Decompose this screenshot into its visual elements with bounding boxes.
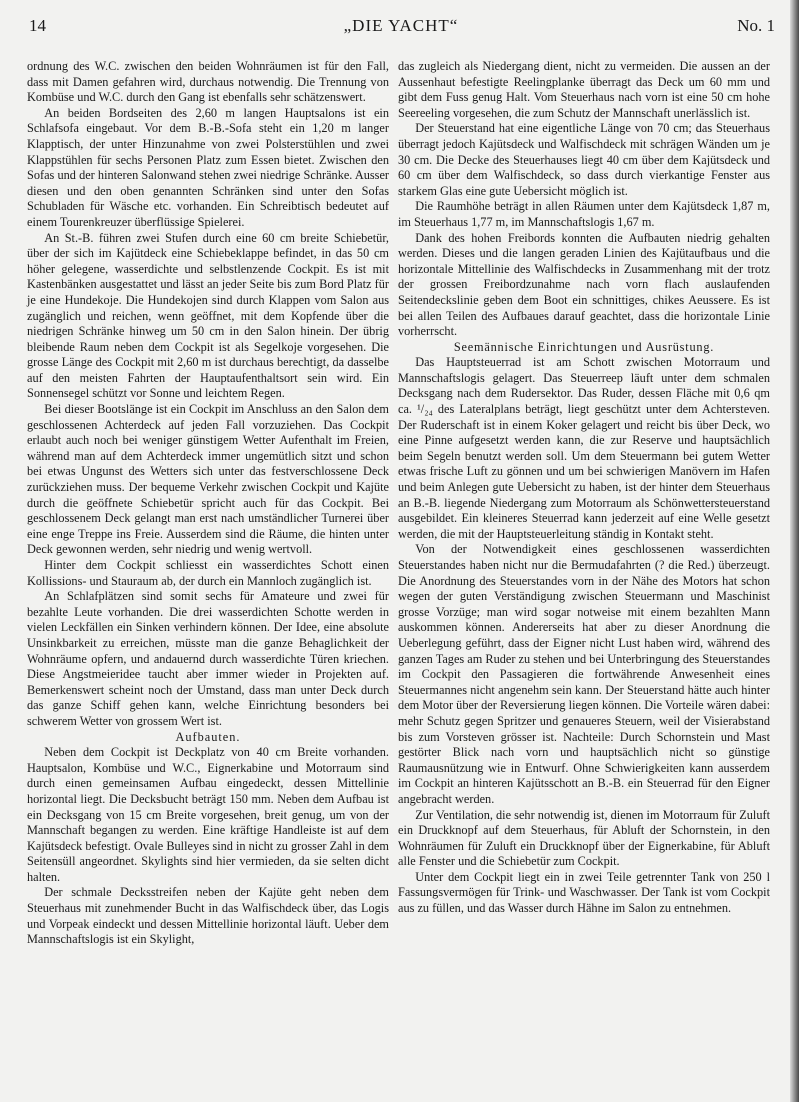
paragraph: Dank des hohen Freibords konnten die Aufbauten niedrig gehalten werden. Dieses und die langen geraden Linien des Kajütaufbaus und die horizontale Mittellinie des Walfischdecks in Zusammenhang mit der trotz der grossen Freibordzunahme nach vorn flach auslaufenden Seitendeckslinie geben dem Boot ein schnittiges, chikes Aeussere. Es ist bei allen Teilen des Aufbaues darauf geachtet, dass die horizontale Linie vorherrscht.: [398, 230, 770, 339]
paragraph: Hinter dem Cockpit schliesst ein wasserdichtes Schott einen Kollissions- und Stauraum ab, der durch ein Mannloch zugänglich ist.: [27, 558, 389, 588]
paragraph: Zur Ventilation, die sehr notwendig ist, dienen im Motorraum für Zuluft ein Druckknopf auf dem Steuerhaus, für Abluft der Schornstein, in den Wohnräumen für Zuluft ein Druckknopf über der Eignerkabine, für Abluft alle Fenster und die Schiebetür zum Cockpit.: [398, 807, 770, 869]
paragraph: Bei dieser Bootslänge ist ein Cockpit im Anschluss an den Salon dem geschlossenen Achterdeck auf jeden Fall vorzuziehen. Das Cockpit erlaubt auch noch bei weniger günstigem Wetter Aufenthalt im Freien, während man auf dem Achterdeck immer ungemütlich sitzt und schon bei etwas Ungunst des Wetters sich unter das festverschlossene Deck zurückziehen muss. Der bequeme Verkehr zwischen Cockpit und Kajüte durch die geöffnete Schiebetür spricht auch für das Cockpit. Bei geschlossenem Deck gelangt man erst nach umständlicher Turnerei über eine enge Treppe ins Freie. Ausserdem sind die Räume, die hinten unter Deck gewonnen werden, sehr niedrig und wenig wertvoll.: [27, 402, 389, 557]
page-number: 14: [29, 16, 46, 35]
paragraph: Neben dem Cockpit ist Deckplatz von 40 cm Breite vorhanden. Hauptsalon, Kombüse und W.C., Eignerkabine und Motorraum sind durch einen gemeinsamen Aufbau eingedeckt, dessen Mittellinie horizontal liegt. Die Decksbucht beträgt 150 mm. Neben dem Aufbau ist ein Decksgang von 15 cm Breite vorgesehen, breit genug, um von der Mannschaft begangen zu werden. Eine kräftige Handleiste ist auf dem Kajütsdeck befestigt. Ovale Bulleyes sind in nicht zu grosser Zahl in dem Seitensüll angeordnet. Skylights sind hier vermieden, da sie selten dicht halten.: [27, 745, 389, 884]
paragraph: An Schlafplätzen sind somit sechs für Amateure und zwei für bezahlte Leute vorhanden. Die drei wasserdichten Schotte werden in vielen Leckfällen ein Sinken verhindern können. Der Idee, eine absolute Unsinkbarkeit zu erreichen, müsste man die ganze Behaglichkeit der Wohnräume opfern, und andauernd durch wasserdichte Türen kriechen. Diese Angstmeieridee taucht aber immer wieder in Projekten auf. Bemerkenswert scheint noch der Umstand, dass man unter Deck durch das ganze Schiff gehen kann, welche Einrichtung besonders bei schwerem Wetter von grossem Wert ist.: [27, 589, 389, 728]
paragraph: ordnung des W.C. zwischen den beiden Wohnräumen ist für den Fall, dass mit Damen gefahren wird, durchaus notwendig. Die Trennung von Kombüse und W.C. durch den Gang ist ebenfalls sehr schätzenswert.: [27, 59, 389, 105]
paragraph: das zugleich als Niedergang dient, nicht zu vermeiden. Die aussen an der Aussenhaut befestigte Reelingplanke überragt das Deck um 60 mm und gibt dem Fuss genug Halt. Vom Steuerhaus nach vorn ist eine 50 cm hohe Seereeling vorgesehen, die zum Schutz der Mannschaft unerlässlich ist.: [398, 59, 770, 120]
right-text-column: [398, 59, 770, 917]
paragraph: Unter dem Cockpit liegt ein in zwei Teile getrennter Tank von 250 l Fassungsvermögen für Trink- und Waschwasser. Der Tank ist vom Cockpit aus zu füllen, und das Wasser durch Hähne im Salon zu entnehmen.: [398, 869, 770, 916]
section-heading: Seemännische Einrichtungen und Ausrüstung.: [453, 339, 715, 354]
section-heading: Aufbauten.: [175, 729, 241, 744]
running-header: [27, 12, 775, 40]
paragraph: Der schmale Decksstreifen neben der Kajüte geht neben dem Steuerhaus mit zunehmender Bucht in das Walfischdeck über, das Logis und Vorpeak eindeckt und dessen Mittellinie horizontal läuft. Ueber dem Mannschaftslogis ist ein Skylight,: [27, 885, 389, 947]
paragraph: Die Raumhöhe beträgt in allen Räumen unter dem Kajütsdeck 1,87 m, im Steuerhaus 1,77 m, im Mannschaftslogis 1,67 m.: [398, 199, 770, 229]
magazine-title: „DIE YACHT“: [343, 16, 459, 35]
page-edge-shadow: [790, 0, 799, 1102]
left-text-column: [27, 59, 389, 948]
issue-number: No. 1: [737, 16, 775, 35]
paragraph: Das Hauptsteuerrad ist am Schott zwischen Motorraum und Mannschaftslogis gelagert. Das Steuerreep läuft unter dem schmalen Decksgang nach dem Rudersektor. Das Ruder, dessen Fläche mit 0,6 qm ca. ¹/₂₄ des Lateralplans beträgt, liegt geschützt unter dem Achtersteven. Der Ruderschaft ist in einem Koker gelagert und reicht bis über Deck, wo eine Pinne aufgesetzt werden kann, die zur Reserve und hauptsächlich beim Segeln benutzt werden soll. Um dem Steuermann bei gutem Wetter etwas frische Luft zu gönnen und um bei schwierigen Manövern im Hafen und beim Anlegen gute Uebersicht zu haben, ist der hinter dem Steuerhaus an B.-B. liegende Niedergang zum Motorraum als Schönwettersteuerstand ausgebildet. Ein kleineres Steuerrad kann jederzeit auf eine Welle gesetzt werden, die mit der Hauptsteuerleitung ständig in Kontakt steht.: [398, 355, 770, 541]
paragraph: An beiden Bordseiten des 2,60 m langen Hauptsalons ist ein Schlafsofa eingebaut. Vor dem B.-B.-Sofa steht ein 1,20 m langer Klapptisch, der unter Hinzunahme von zwei Polsterstühlen und zwei Klappstühlen für sechs Personen Platz zum Essen bietet. Zwischen den Sofas und der hinteren Salonwand stehen zwei niedrige Schränke. Ausser diesen und den oben genannten Schränken sind unter den Sofas Schubladen für Wäsche etc. vorhanden. Ein Schreibtisch bedeutet auf einem Tourenkreuzer überflüssige Spielerei.: [27, 105, 389, 229]
paragraph: An St.-B. führen zwei Stufen durch eine 60 cm breite Schiebetür, über der sich im Kajütdeck eine Schiebeklappe befindet, in das 50 cm höher gelegene, wasserdichte und selbstlenzende Cockpit. Es ist mit Kastenbänken ausgestattet und lässt an jeder Seite bis zum Bord Platz für je eine Hundekoje. Die Hundekojen sind durch Klappen vom Salon aus zugänglich und reichen, wenn geöffnet, mit dem Kopfende über die niedrigen Schränke hinweg um 50 cm in den Salon hinein. Der übrig bleibende Raum neben dem Cockpit ist als Segelkoje vorgesehen. Die grosse Länge des Cockpit mit 2,60 m ist durchaus berechtigt, da dasselbe auf den meisten Fahrten der Hauptaufenthaltsort sein wird. Ein Sonnensegel schützt vor Sonne und leichtem Regen.: [27, 230, 389, 401]
paragraph: Der Steuerstand hat eine eigentliche Länge von 70 cm; das Steuerhaus überragt jedoch Kajütsdeck und Walfischdeck mit schrägen Wänden um je 30 cm. Die Decke des Steuerhauses liegt 40 cm über dem Kajütsdeck und 60 cm über dem Walfischdeck, so dass durch vierkantige Fenster aus starkem Glas eine gute Uebersicht möglich ist.: [398, 121, 770, 198]
paragraph: Von der Notwendigkeit eines geschlossenen wasserdichten Steuerstandes haben nicht nur die Bermudafahrten (? die Red.) überzeugt. Die Anordnung des Steuerstandes vorn in der Nähe des Motors hat schon wegen der guten Verständigung zwischen Steuermann und Maschinist grosse Vorzüge; man wird sogar notweise mit einem bezahlten Mann auskommen können. Andererseits hat aber zu dieser Anordnung die Ueberlegung geführt, dass der Eigner nicht Lust haben wird, während des ganzen Tages am Ruder zu stehen und bei Unterbringung des Steuerstandes im Cockpit den Passagieren die fortwährende Anwesenheit eines Steuermannes nicht angenehm sein kann. Der Steuerstand hätte auch hinter dem Motor über der Reversierung liegen können. Die Vorteile wären dabei: mehr Schutz gegen Spritzer und genaueres Steuern, weil der Visierabstand bis zum Vorsteven grösser ist. Nachteile: Durch Schornstein und Mast gestörter Blick nach vorn und hauptsächlich nicht so günstige Raumausnützung wie in Entwurf. Ohne Schwierigkeiten kann ausserdem im Cockpit an hinteren Kajütsschott an B.-B. ein Steuerrad für den Eigner angebracht werden.: [398, 542, 770, 806]
